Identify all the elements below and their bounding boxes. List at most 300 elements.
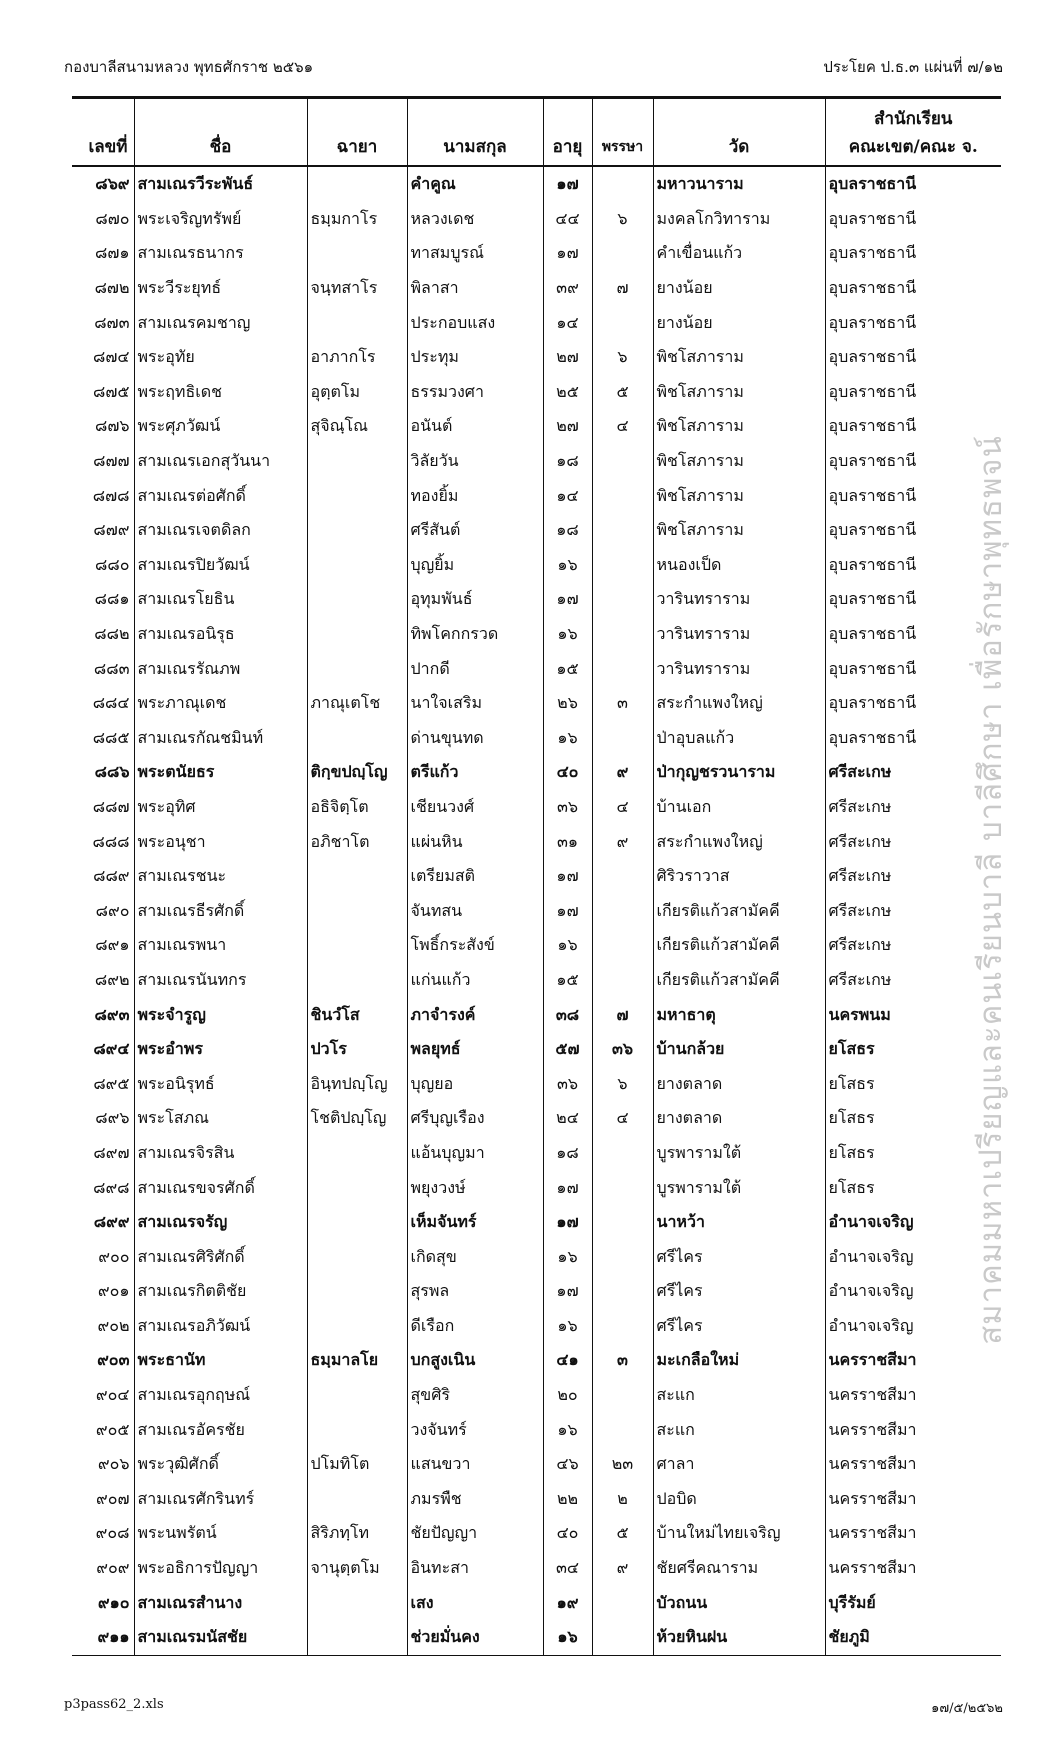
cell-surname: พยุงวงษ์ [407, 1170, 543, 1205]
cell-school: ยโสธร [825, 1101, 1001, 1136]
cell-school: ศรีสะเกษ [825, 893, 1001, 928]
cell-surname: ชัยปัญญา [407, 1516, 543, 1551]
cell-chaya: อินฺทปญฺโญ [307, 1066, 407, 1101]
table-row [72, 963, 1001, 998]
cell-age: ๔๐ [543, 1516, 592, 1551]
cell-name: สามเณรอัครชัย [134, 1412, 307, 1447]
cell-wat: มหาวนาราม [653, 166, 825, 202]
cell-wat: ศรีไคร [653, 1309, 825, 1344]
cell-no: ๘๗๖ [94, 416, 130, 436]
cell-no: ๙๐๕ [95, 1419, 130, 1439]
cell-wat: ชัยศรีคณาราม [653, 1551, 825, 1586]
cell-school: นครราชสีมา [825, 1516, 1001, 1551]
cell-age: ๔๖ [543, 1447, 592, 1482]
table-row [72, 1447, 1001, 1482]
cell-age: ๑๗ [543, 1205, 592, 1240]
cell-name: สามเณรกิตติชัย [134, 1274, 307, 1309]
cell-surname: ประทุม [407, 340, 543, 375]
cell-surname: สุรพล [407, 1274, 543, 1309]
cell-chaya [307, 1205, 407, 1240]
cell-surname: วิลัยวัน [407, 444, 543, 479]
cell-no: ๘๗๒ [94, 278, 130, 298]
cell-age: ๑๘ [543, 1136, 592, 1171]
cell-pansa: ๙ [592, 824, 653, 859]
cell-pansa: ๖ [592, 340, 653, 375]
cell-wat: วารินทราราม [653, 617, 825, 652]
cell-name: สามเณรปิยวัฒน์ [134, 548, 307, 583]
cell-school: อุบลราชธานี [825, 617, 1001, 652]
table-row [72, 548, 1001, 583]
cell-pansa [592, 1239, 653, 1274]
cell-school: นครราชสีมา [825, 1551, 1001, 1586]
cell-chaya [307, 1482, 407, 1517]
cell-surname: นาใจเสริม [407, 686, 543, 721]
cell-no: ๘๘๗ [92, 796, 130, 816]
cell-name: สามเณรคมชาญ [134, 305, 307, 340]
cell-school: อุบลราชธานี [825, 375, 1001, 410]
cell-school: อุบลราชธานี [825, 478, 1001, 513]
cell-surname: เตรียมสติ [407, 859, 543, 894]
cell-name: สามเณรจิรสิน [134, 1136, 307, 1171]
cell-school: อำนาจเจริญ [825, 1239, 1001, 1274]
cell-no: ๘๙๘ [93, 1177, 130, 1197]
cell-surname: เกิดสุข [407, 1239, 543, 1274]
cell-school: ศรีสะเกษ [825, 928, 1001, 963]
table-row [72, 375, 1001, 410]
cell-name: พระนพรัตน์ [134, 1516, 307, 1551]
col-header-wat: วัด [653, 98, 825, 167]
cell-age: ๑๔ [543, 305, 592, 340]
cell-name: พระตนัยธร [134, 755, 307, 790]
cell-wat: ป่ากุญชรวนาราม [653, 755, 825, 790]
cell-chaya: ภาณุเตโช [307, 686, 407, 721]
cell-wat: พิชโสภาราม [653, 513, 825, 548]
cell-pansa [592, 1136, 653, 1171]
cell-no: ๘๙๔ [93, 1039, 130, 1059]
cell-age: ๑๖ [543, 1239, 592, 1274]
cell-no: ๙๐๖ [97, 1454, 130, 1474]
cell-school: อุบลราชธานี [825, 305, 1001, 340]
col-header-school-line2: คณะเขต/คณะ จ. [848, 137, 978, 157]
cell-pansa [592, 1585, 653, 1620]
cell-chaya: อาภากโร [307, 340, 407, 375]
cell-no: ๘๗๑ [94, 243, 130, 263]
cell-age: ๑๕ [543, 651, 592, 686]
cell-age: ๓๑ [543, 824, 592, 859]
cell-surname: บุญยอ [407, 1066, 543, 1101]
cell-name: พระเจริญทรัพย์ [134, 202, 307, 237]
table-row [72, 166, 1001, 202]
cell-no: ๘๘๖ [94, 762, 130, 782]
cell-wat: มะเกลือใหม่ [653, 1343, 825, 1378]
table-row [72, 1205, 1001, 1240]
col-header-chaya: ฉายา [307, 98, 407, 167]
cell-name: สามเณรศักรินทร์ [134, 1482, 307, 1517]
cell-name: สามเณรเจตดิลก [134, 513, 307, 548]
table-row [72, 1066, 1001, 1101]
cell-wat: สะแก [653, 1412, 825, 1447]
cell-pansa: ๒๓ [592, 1447, 653, 1482]
cell-surname: ช่วยมั่นคง [407, 1620, 543, 1655]
col-header-school [825, 98, 1001, 167]
cell-school: อุบลราชธานี [825, 721, 1001, 756]
cell-surname: จันทสน [407, 893, 543, 928]
cell-no: ๙๐๙ [96, 1558, 130, 1578]
cell-name: พระศุภวัฒน์ [134, 409, 307, 444]
cell-school: ยโสธร [825, 1066, 1001, 1101]
cell-wat: ยางตลาด [653, 1101, 825, 1136]
cell-pansa [592, 963, 653, 998]
table-row [72, 444, 1001, 479]
cell-chaya: ปโมทิโต [307, 1447, 407, 1482]
col-header-school-line1: สำนักเรียน [874, 109, 953, 129]
col-header-age: อายุ [543, 98, 592, 167]
cell-surname: พิลาสา [407, 271, 543, 306]
cell-age: ๑๖ [543, 1309, 592, 1344]
cell-pansa [592, 928, 653, 963]
cell-pansa: ๕ [592, 1516, 653, 1551]
cell-school: อุบลราชธานี [825, 236, 1001, 271]
cell-school: ศรีสะเกษ [825, 963, 1001, 998]
cell-name: พระภาณุเดช [134, 686, 307, 721]
cell-pansa [592, 305, 653, 340]
cell-age: ๑๖ [543, 1412, 592, 1447]
cell-surname: ธรรมวงศา [407, 375, 543, 410]
table-row [72, 617, 1001, 652]
cell-no: ๘๙๓ [94, 1004, 130, 1024]
cell-school: ยโสธร [825, 1032, 1001, 1067]
cell-surname: ศรีสันต์ [407, 513, 543, 548]
cell-no: ๙๐๗ [95, 1488, 130, 1508]
cell-surname: ทองยิ้ม [407, 478, 543, 513]
cell-surname: หลวงเดช [407, 202, 543, 237]
cell-age: ๔๔ [543, 202, 592, 237]
cell-wat: บูรพารามใต้ [653, 1136, 825, 1171]
table-row [72, 202, 1001, 237]
cell-surname: แผ่นหิน [407, 824, 543, 859]
cell-name: สามเณรธนากร [134, 236, 307, 271]
cell-no: ๘๙๗ [93, 1142, 130, 1162]
cell-age: ๑๗ [543, 1170, 592, 1205]
cell-chaya [307, 478, 407, 513]
table-row [72, 409, 1001, 444]
cell-chaya: อภิชาโต [307, 824, 407, 859]
cell-chaya [307, 1239, 407, 1274]
cell-surname: อุทุมพันธ์ [407, 582, 543, 617]
cell-wat: ศรีไคร [653, 1239, 825, 1274]
cell-pansa [592, 1309, 653, 1344]
cell-no: ๘๙๐ [95, 900, 130, 920]
table-row [72, 340, 1001, 375]
cell-school: ยโสธร [825, 1170, 1001, 1205]
cell-chaya: โชติปญฺโญ [307, 1101, 407, 1136]
cell-chaya: ธมฺมาลโย [307, 1343, 407, 1378]
cell-wat: วารินทราราม [653, 582, 825, 617]
cell-no: ๙๐๓ [97, 1350, 130, 1370]
watermark-text: สมาคมมหาเปรียญและคนเรียนบาลี บาลีศึกษา เพื่อรักษาพุทธพจน์ [973, 435, 1009, 1345]
cell-pansa: ๖ [592, 1066, 653, 1101]
cell-surname: พลยุทธ์ [407, 1032, 543, 1067]
table-row [72, 513, 1001, 548]
cell-no: ๙๐๑ [97, 1281, 130, 1301]
cell-chaya: จนฺทสาโร [307, 271, 407, 306]
cell-wat: เกียรติแก้วสามัคคี [653, 893, 825, 928]
table-row [72, 1101, 1001, 1136]
cell-chaya [307, 1412, 407, 1447]
table-row [72, 928, 1001, 963]
cell-pansa [592, 548, 653, 583]
table-row [72, 755, 1001, 790]
cell-age: ๓๖ [543, 790, 592, 825]
cell-school: บุรีรัมย์ [825, 1585, 1001, 1620]
cell-chaya [307, 1620, 407, 1655]
table-row [72, 1378, 1001, 1413]
cell-age: ๓๙ [543, 271, 592, 306]
cell-wat: พิชโสภาราม [653, 444, 825, 479]
cell-school: นครราชสีมา [825, 1447, 1001, 1482]
cell-name: สามเณรกัณชมินท์ [134, 721, 307, 756]
cell-surname: เสง [407, 1585, 543, 1620]
cell-age: ๑๖ [543, 617, 592, 652]
cell-no: ๘๙๕ [93, 1073, 130, 1093]
cell-name: สามเณรจรัญ [134, 1205, 307, 1240]
cell-pansa [592, 617, 653, 652]
cell-wat: บ้านใหม่ไทยเจริญ [653, 1516, 825, 1551]
cell-chaya: ปวโร [307, 1032, 407, 1067]
cell-surname: ประกอบแสง [407, 305, 543, 340]
cell-chaya [307, 236, 407, 271]
cell-wat: มงคลโกวิทาราม [653, 202, 825, 237]
cell-no: ๙๐๘ [95, 1523, 130, 1543]
cell-chaya [307, 651, 407, 686]
cell-pansa [592, 651, 653, 686]
header-right-page-info: ประโยค ป.ธ.๓ แผ่นที่ ๗/๑๒ [823, 58, 1003, 76]
cell-wat: คำเขื่อนแก้ว [653, 236, 825, 271]
cell-no: ๘๗๔ [93, 347, 130, 367]
cell-pansa [592, 893, 653, 928]
cell-age: ๔๑ [543, 1343, 592, 1378]
cell-school: อุบลราชธานี [825, 548, 1001, 583]
cell-wat: ป่าอุบลแก้ว [653, 721, 825, 756]
cell-wat: พิชโสภาราม [653, 409, 825, 444]
cell-age: ๕๗ [543, 1032, 592, 1067]
cell-chaya [307, 1585, 407, 1620]
cell-no: ๘๗๘ [92, 485, 130, 505]
cell-surname: ศรีบุญเรือง [407, 1101, 543, 1136]
cell-surname: ทาสมบูรณ์ [407, 236, 543, 271]
cell-surname: อนันต์ [407, 409, 543, 444]
cell-pansa [592, 1170, 653, 1205]
cell-pansa [592, 1378, 653, 1413]
cell-chaya [307, 166, 407, 202]
table-row [72, 305, 1001, 340]
cell-chaya [307, 617, 407, 652]
cell-no: ๘๘๓ [93, 658, 130, 678]
cell-age: ๒๒ [543, 1482, 592, 1517]
cell-wat: ห้วยหินฝน [653, 1620, 825, 1655]
cell-pansa [592, 1274, 653, 1309]
cell-chaya: จานุตฺตโม [307, 1551, 407, 1586]
table-row [72, 790, 1001, 825]
cell-surname: แอ้นบุญมา [407, 1136, 543, 1171]
cell-name: พระโสภณ [134, 1101, 307, 1136]
table-header-row [72, 98, 1001, 167]
cell-name: สามเณรต่อศักดิ์ [134, 478, 307, 513]
cell-age: ๒๔ [543, 1101, 592, 1136]
col-header-name: ชื่อ [134, 98, 307, 167]
cell-wat: สระกำแพงใหญ่ [653, 686, 825, 721]
cell-chaya [307, 513, 407, 548]
cell-age: ๒๗ [543, 409, 592, 444]
cell-no: ๘๗๗ [93, 451, 130, 471]
cell-pansa [592, 166, 653, 202]
cell-no: ๙๐๒ [97, 1315, 130, 1335]
cell-name: สามเณรชนะ [134, 859, 307, 894]
cell-age: ๒๗ [543, 340, 592, 375]
cell-wat: ยางน้อย [653, 271, 825, 306]
cell-chaya: อุตฺตโม [307, 375, 407, 410]
cell-surname: คำคูณ [407, 166, 543, 202]
cell-name: สามเณรสำนาง [134, 1585, 307, 1620]
table-row [72, 859, 1001, 894]
cell-chaya [307, 1378, 407, 1413]
table-body [72, 166, 1001, 1655]
cell-surname: เชียนวงศ์ [407, 790, 543, 825]
cell-pansa: ๒ [592, 1482, 653, 1517]
cell-pansa [592, 582, 653, 617]
cell-school: นครพนม [825, 997, 1001, 1032]
header-left-title: กองบาลีสนามหลวง พุทธศักราช ๒๕๖๑ [64, 58, 314, 76]
table-row [72, 1482, 1001, 1517]
cell-age: ๑๗ [543, 582, 592, 617]
cell-name: พระฤทธิเดช [134, 375, 307, 410]
cell-age: ๑๖ [543, 548, 592, 583]
cell-school: อำนาจเจริญ [825, 1274, 1001, 1309]
cell-wat: บูรพารามใต้ [653, 1170, 825, 1205]
cell-school: อุบลราชธานี [825, 444, 1001, 479]
cell-chaya [307, 1309, 407, 1344]
cell-school: อำนาจเจริญ [825, 1205, 1001, 1240]
cell-school: นครราชสีมา [825, 1343, 1001, 1378]
cell-chaya [307, 893, 407, 928]
cell-school: อุบลราชธานี [825, 166, 1001, 202]
table-row [72, 824, 1001, 859]
cell-no: ๘๙๖ [95, 1108, 130, 1128]
cell-surname: วงจันทร์ [407, 1412, 543, 1447]
cell-name: พระอนุชา [134, 824, 307, 859]
table-row [72, 582, 1001, 617]
cell-age: ๑๗ [543, 859, 592, 894]
cell-name: สามเณรมนัสชัย [134, 1620, 307, 1655]
table-row [72, 721, 1001, 756]
cell-name: พระจำรูญ [134, 997, 307, 1032]
cell-pansa [592, 721, 653, 756]
cell-wat: บ้านกล้วย [653, 1032, 825, 1067]
cell-chaya [307, 1136, 407, 1171]
cell-name: สามเณรอุกฤษณ์ [134, 1378, 307, 1413]
cell-surname: ปากดี [407, 651, 543, 686]
cell-surname: อินทะสา [407, 1551, 543, 1586]
cell-age: ๔๐ [543, 755, 592, 790]
cell-chaya [307, 963, 407, 998]
cell-wat: ศาลา [653, 1447, 825, 1482]
cell-wat: พิชโสภาราม [653, 340, 825, 375]
cell-wat: ปอบิด [653, 1482, 825, 1517]
cell-name: พระธานัท [134, 1343, 307, 1378]
cell-name: สามเณรโยธิน [134, 582, 307, 617]
cell-age: ๑๖ [543, 721, 592, 756]
cell-wat: บัวถนน [653, 1585, 825, 1620]
cell-surname: ตรีแก้ว [407, 755, 543, 790]
col-header-pansa: พรรษา [592, 98, 653, 167]
cell-pansa: ๓๖ [592, 1032, 653, 1067]
table-row [72, 1239, 1001, 1274]
cell-age: ๓๔ [543, 1551, 592, 1586]
table-row [72, 1412, 1001, 1447]
cell-school: ศรีสะเกษ [825, 790, 1001, 825]
cell-no: ๙๐๔ [95, 1385, 130, 1405]
cell-pansa [592, 1620, 653, 1655]
cell-name: สามเณรเอกสุวันนา [134, 444, 307, 479]
cell-school: อุบลราชธานี [825, 513, 1001, 548]
cell-name: สามเณรศิริศักดิ์ [134, 1239, 307, 1274]
cell-age: ๑๗ [543, 1274, 592, 1309]
cell-name: พระอุทัย [134, 340, 307, 375]
cell-chaya [307, 582, 407, 617]
cell-no: ๙๑๑ [97, 1627, 130, 1647]
cell-pansa: ๔ [592, 1101, 653, 1136]
cell-school: อุบลราชธานี [825, 340, 1001, 375]
cell-chaya [307, 305, 407, 340]
table-row [72, 1032, 1001, 1067]
cell-wat: พิชโสภาราม [653, 478, 825, 513]
cell-chaya: ธมฺมกาโร [307, 202, 407, 237]
cell-name: พระวีระยุทธ์ [134, 271, 307, 306]
table-row [72, 893, 1001, 928]
cell-no: ๙๐๐ [98, 1246, 130, 1266]
cell-chaya: ชินวํโส [307, 997, 407, 1032]
cell-no: ๘๘๔ [92, 693, 130, 713]
col-header-no: เลขที่ [72, 98, 134, 167]
table-row [72, 1170, 1001, 1205]
table-row [72, 1620, 1001, 1655]
cell-school: ศรีสะเกษ [825, 859, 1001, 894]
cell-wat: วารินทราราม [653, 651, 825, 686]
cell-surname: เห็มจันทร์ [407, 1205, 543, 1240]
cell-age: ๑๙ [543, 1585, 592, 1620]
cell-wat: เกียรติแก้วสามัคคี [653, 963, 825, 998]
cell-name: พระอุทิศ [134, 790, 307, 825]
cell-no: ๘๘๕ [92, 727, 130, 747]
table-row [72, 1516, 1001, 1551]
cell-name: พระอธิการปัญญา [134, 1551, 307, 1586]
cell-age: ๓๖ [543, 1066, 592, 1101]
cell-school: นครราชสีมา [825, 1378, 1001, 1413]
cell-wat: ยางตลาด [653, 1066, 825, 1101]
cell-no: ๘๘๘ [92, 831, 130, 851]
cell-no: ๘๘๑ [94, 589, 130, 609]
cell-wat: สระกำแพงใหญ่ [653, 824, 825, 859]
cell-school: อุบลราชธานี [825, 409, 1001, 444]
cell-pansa: ๓ [592, 686, 653, 721]
cell-age: ๑๗ [543, 236, 592, 271]
cell-name: สามเณรวีระพันธ์ [134, 166, 307, 202]
cell-no: ๘๙๙ [93, 1212, 130, 1232]
footer-filename: p3pass62_2.xls [64, 1697, 164, 1712]
cell-age: ๑๔ [543, 478, 592, 513]
cell-age: ๑๕ [543, 963, 592, 998]
cell-chaya [307, 721, 407, 756]
